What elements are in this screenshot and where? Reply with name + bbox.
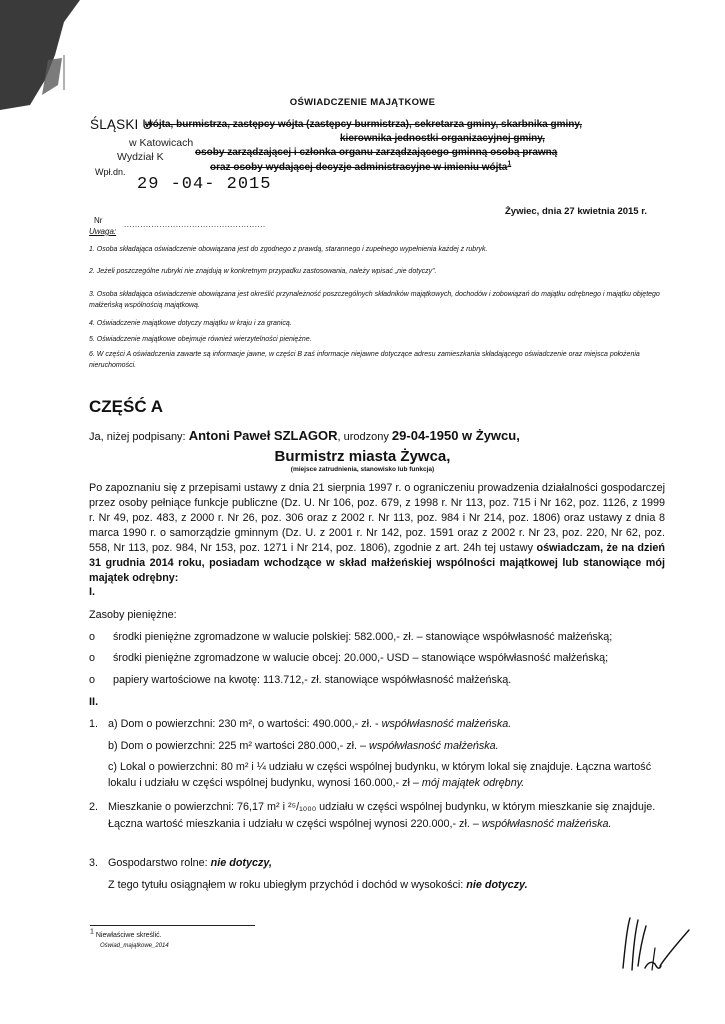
footnote-rule — [90, 925, 255, 926]
footnote-text: $^1$ Niewłaściwe skreślić. — [90, 928, 162, 939]
cash-pln-item: o środki pieniężne zgromadzone w walucie polskiej: 582.000,- zł. – stanowiące współwłasność małżeńską; — [89, 631, 613, 643]
note-2: 2. Jeżeli poszczególne rubryki nie znajdują w konkretnym przypadku zastosowania, należy wpisać „nie dotyczy”. — [89, 268, 437, 275]
note-5: 5. Oświadczenie majątkowe obejmuje również wierzytelności pieniężne. — [89, 336, 312, 343]
apartment-2-item: 2. Mieszkanie o powierzchni: 76,17 m² i ²⁵/₁₀₀₀ udziału w części wspólnej budynku, w którym mieszkanie się znajduje. Łączna wartość mieszkania i udziału w części wspólnej wynosi 220.000,- zł. – współwłasność małżeńska. — [89, 801, 656, 830]
note-1: 1. Osoba składająca oświadczenie obowiązana jest do zgodnego z prawdą, starannego i zupełnego wypełnienia każdej z rubryk. — [89, 246, 488, 253]
nr-dots: .................................................... — [124, 220, 266, 229]
document-title: OŚWIADCZENIE MAJĄTKOWE — [289, 97, 436, 108]
received-date: 29 -04- 2015 — [137, 175, 272, 194]
house-b-item: b) Dom o powierzchni: 225 m² wartości 280.000,- zł. – współwłasność małżeńska. — [108, 740, 499, 752]
notes-heading: Uwaga: — [89, 227, 117, 236]
position: Burmistrz miasta Żywca, — [274, 448, 451, 465]
position-caption: (miejsce zatrudnienia, stanowisko lub funkcja) — [290, 466, 435, 473]
note-4: 4. Oświadczenie majątkowe dotyczy majątku w kraju i za granicą. — [89, 320, 292, 327]
received-label: Wpł.dn. — [95, 167, 126, 177]
footnote-file: Oświad_majątkowe_2014 — [100, 943, 169, 949]
stamp-office-city: w Katowicach — [129, 137, 194, 149]
struck-line-1: wójta, burmistrza, zastępcy wójta (zastępcy burmistrza), sekretarza gminy, skarbnika gminy, — [145, 119, 582, 130]
statement-paragraph: Po zapoznaniu się z przepisami ustawy z dnia 21 sierpnia 1997 r. o ograniczeniu prowadzenia działalności gospodarczej przez osoby pełniące funkcje publiczne (Dz. U. Nr 106, poz. 679, z 1998 r. Nr 113, poz. 715 i Nr 162, poz. 1126, z 1999 r. Nr 49, poz. 483, z 2000 r. Nr 26, poz. 306 oraz z 2002 r. Nr 113, poz. 984 i Nr 214, poz. 1806) oraz ustawy z dnia 8 marca 1990 r. o samorządzie gminnym (Dz. U. z 2001 r. Nr 142, poz. 1591 oraz z 2002 r. Nr 23, poz. 220, Nr 62, poz. 558, Nr 113, poz. 984, Nr 153, poz. 1271 i Nr 214, poz. 1806), zgodnie z art. 24h tej ustawy oświadczam, że na dzień 31 grudnia 2014 roku, posiadam wchodzące w skład małżeńskiej wspólności majątkowej lub stanowiące mój majątek odrębny: — [89, 482, 666, 584]
stamp-department: Wydział K — [117, 151, 164, 163]
cash-usd-item: o środki pieniężne zgromadzone w walucie obcej: 20.000,- USD – stanowiące współwłasność małżeńską; — [89, 652, 609, 664]
apartment-c-item: c) Lokal o powierzchni: 80 m² i ¼ udziału w części wspólnej budynku, w którym lokal się znajduje. Łączna wartość lokalu i udziału w części wspólnej budynku, wynosi 160.000,- zł – mój majątek odrębny. — [108, 761, 652, 789]
nr-label: Nr — [94, 216, 103, 225]
struck-line-3: osoby zarządzającej i członka organu zarządzającego gminną osobą prawną — [195, 147, 558, 158]
house-a-item: 1. a) Dom o powierzchni: 230 m², o wartości: 490.000,- zł. - współwłasność małżeńska. — [89, 718, 512, 730]
struck-line-4: oraz osoby wydającej decyzje administracyjne w imieniu wójta$^1$ — [210, 160, 512, 173]
struck-line-2: kierownika jednostki organizacyjnej gminy, — [340, 133, 545, 144]
scan-shadow — [0, 0, 80, 110]
stamp-prefix: ŚLĄSKI U — [90, 117, 153, 132]
note-6: 6. W części A oświadczenia zawarte są informacje jawne, w części B zaś informacje niejawne dotyczące adresu zamieszkania składającego oświadczenie oraz miejsca położenia nieruchomości. — [89, 351, 640, 369]
section-2-heading: II. — [89, 696, 99, 708]
note-3: 3. Osoba składająca oświadczenie obowiązana jest określić przynależność poszczególnych składników majątkowych, dochodów i zobowiązań do majątku odrębnego i majątku objętego małżeńską wspólnością majątkową. — [89, 291, 660, 309]
declarant-line: Ja, niżej podpisany: Antoni Paweł SZLAGOR, urodzony 29-04-1950 w Żywcu, — [89, 428, 520, 443]
section-1-label: Zasoby pieniężne: — [89, 609, 177, 621]
signature — [605, 908, 695, 980]
place-and-date: Żywiec, dnia 27 kwietnia 2015 r. — [505, 206, 648, 217]
securities-item: o papiery wartościowe na kwotę: 113.712,- zł. stanowiące współwłasność małżeńską. — [89, 674, 512, 686]
part-a-heading: CZĘŚĆ A — [89, 397, 163, 416]
section-1-heading: I. — [89, 586, 96, 598]
farm-income-item: Z tego tytułu osiągnąłem w roku ubiegłym przychód i dochód w wysokości: nie dotyczy. — [108, 879, 528, 891]
farm-item: 3. Gospodarstwo rolne: nie dotyczy, — [89, 857, 273, 869]
